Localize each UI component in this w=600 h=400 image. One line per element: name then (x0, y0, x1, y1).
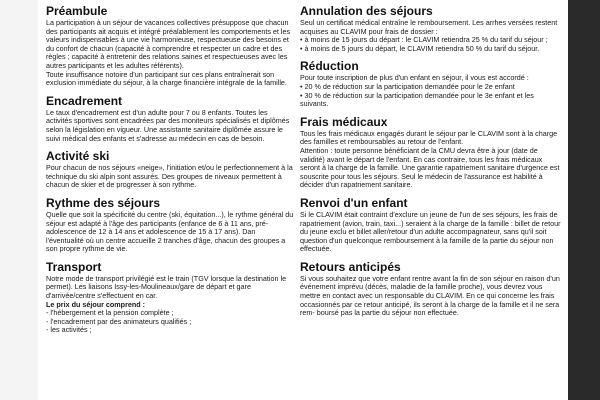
paragraph: Seul un certificat médical entraîne le remboursement. Les arrhes versées restent acquises au CLAVIM pour frais de dossier : (300, 18, 558, 36)
section-title: Renvoi d'un enfant (300, 195, 408, 210)
section-body (300, 74, 562, 108)
section-title: Encadrement (46, 93, 123, 108)
list-item: - l'hébergement et la pension complète ; (46, 308, 174, 318)
section-title: Rythme des séjours (46, 195, 161, 210)
list-item: • à moins de 15 jours du départ : le CLAVIM retiendra 25 % du tarif du séjour ; (300, 35, 548, 45)
paragraph: Le taux d'encadrement est d'un adulte pour 7 ou 8 enfants. Toutes les activités sportives sont encadrées par des moniteurs spécialisés et diplômés selon la législation en vigueur. Une assistante sanitaire diplômée assure le suivi médical des enfants et s'adresse au médecin en cas de besoin. (46, 107, 290, 143)
paragraph: Pour toute inscription de plus d'un enfant en séjour, il vous est accordé : (300, 73, 529, 83)
section-title: Activité ski (46, 149, 110, 164)
section-title: Retours anticipés (300, 259, 401, 274)
bullet-list (300, 36, 562, 53)
paragraph: Tous les frais médicaux engagés durant le séjour par le CLAVIM sont à la charge des familles et remboursables au retour de l'enfant. (300, 128, 558, 147)
section-title: Réduction (300, 59, 359, 74)
section-title: Annulation des séjours (300, 4, 433, 18)
section-body (46, 19, 294, 88)
list-item: • à moins de 5 jours du départ, le CLAVIM retiendra 50 % du tarif du séjour. (300, 43, 540, 53)
paragraph: Notre mode de transport privilégié est le train (TGV lorsque la destination le permet). Les liaisons Issy-les-Moulineaux/gare de départ et gare d'arrivée/centre s'effectuent en car. (46, 273, 287, 301)
section-body (46, 164, 294, 190)
section-title: Transport (46, 259, 102, 274)
section-activite-ski (46, 149, 294, 190)
section-body (300, 211, 562, 254)
section-body (300, 130, 562, 190)
section-preambule (46, 4, 294, 88)
bullet-list (300, 83, 562, 109)
left-column (46, 4, 294, 341)
page-left-margin (0, 0, 38, 400)
section-retours-anticipes (300, 260, 562, 318)
paragraph: Attention : toute personne bénéficiant de la CMU devra être à jour (date de validité) avant le départ de l'enfant. En cas contraire, tous les frais médicaux seront à la charge de la famille. Une garantie rapatriement sanitaire d'urgence est souscrite pour tous les séjours. Seul le médecin de l'assurance est habilité à décider d'un rapatriement sanitaire. (300, 145, 560, 190)
section-rythme-des-sejours (46, 196, 294, 254)
section-title: Frais médicaux (300, 114, 388, 129)
list-item: - l'encadrement par des animateurs qualifiés ; (46, 316, 192, 326)
paragraph: Si le CLAVIM était contraint d'exclure un jeune de l'un de ses séjours, les frais de rapatriement (avion, train, taxi...) seraient à la charge de la famille : billet de retour du jeune exclu et billet aller/retour d'un adulte accompagnateur, sans qu'il soit question d'un quelconque remboursement à la famille de la partie du séjour non effectuée. (300, 209, 561, 254)
price-includes-label: Le prix du séjour comprend : (46, 299, 146, 309)
section-reduction (300, 59, 562, 108)
section-frais-medicaux (300, 115, 562, 190)
section-renvoi-enfant (300, 196, 562, 254)
section-body (300, 19, 562, 53)
list-item: • 30 % de réduction sur la participation demandée pour le 3e enfant et les suivants. (300, 90, 534, 109)
section-encadrement (46, 94, 294, 143)
section-transport (46, 260, 294, 335)
paragraph: Toute insuffisance notoire d'un participant sur ces plans entraînerait son exclusion immédiate du séjour, à la charge financière intégrale de la famille. (46, 69, 287, 88)
document-page (38, 0, 568, 400)
list-item: - les activités ; (46, 325, 92, 335)
section-title: Préambule (46, 4, 108, 18)
section-body (46, 211, 294, 254)
paragraph: Quelle que soit la spécificité du centre (ski, équitation...), le rythme général du séjour est adapté à l'âge des participants (enfance de 6 à 11 ans, pré-adolescence de 12 à 14 ans et adolescence de 15 à 17 ans). Dan l'éventualité où un centre accueille 2 tranches d'âge, chacun des groupes a son propre rythme de vie. (46, 209, 294, 254)
right-column (300, 4, 562, 324)
section-annulation (300, 4, 562, 53)
section-body (46, 275, 294, 335)
price-includes-list (46, 309, 294, 335)
section-body (300, 275, 562, 318)
paragraph: Si vous souhaitez que votre enfant rentre avant la fin de son séjour en raison d'un événement imprévu (décès, maladie de la famille proche), vous devrez vous mettre en contact avec un responsable du CLAVIM. En ce qui concerne les frais occasionnés par ce retour anticipé, ils seront à la charge de la famille et il ne sera rem- boursé pas la partie du séjour non effectuée. (300, 273, 560, 318)
dark-side-margin (568, 0, 600, 400)
paragraph: Pour chacun de nos séjours «neige», l'initiation et/ou le perfectionnement à la technique du ski alpin sont assurés. Des groupes de niveaux permettent à chacun de skier et de progresser à son rythme. (46, 163, 293, 190)
list-item: • 20 % de réduction sur la participation demandée pour le 2e enfant (300, 81, 515, 91)
section-body (46, 109, 294, 143)
paragraph: La participation à un séjour de vacances collectives présuppose que chacun des participants ait acquis et intégré préalablement les comportements et les valeurs indispensables à une vie harmonieuse, respectueuse des besoins et du confort de chacun (capacité à comprendre et respecter un cadre et des règles ; capacité à entretenir des relations saines et respectueuses avec les autres participants et les adultes référents). (46, 18, 291, 70)
